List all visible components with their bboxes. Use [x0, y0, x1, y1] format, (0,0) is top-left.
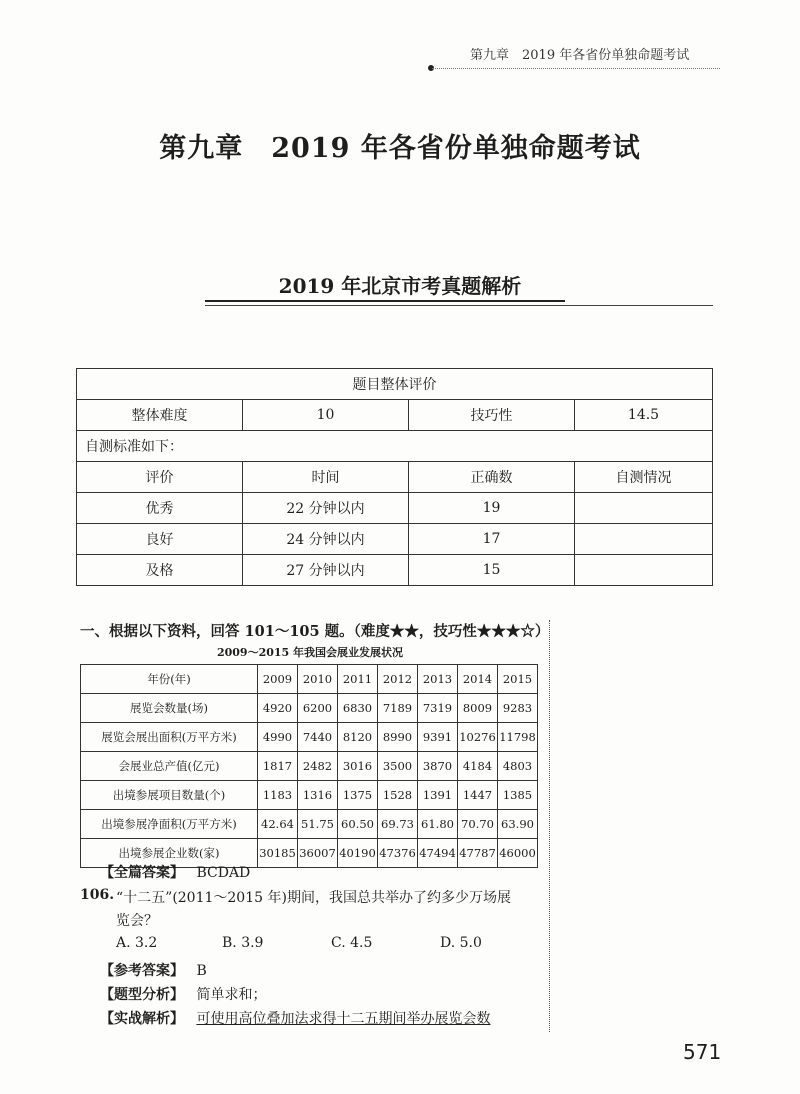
stats-cell: 69.73 [378, 810, 418, 839]
type-analysis-label: 【题型分析】 [100, 987, 184, 1003]
stats-cell: 1316 [298, 781, 338, 810]
stats-cell: 6830 [338, 694, 378, 723]
stats-cell: 1817 [258, 752, 298, 781]
eval-table-title: 题目整体评价 [77, 369, 713, 400]
eval-row [77, 555, 713, 586]
skill-label: 技巧性 [409, 400, 575, 431]
full-answer-value: BCDAD [196, 865, 251, 881]
page-number: 571 [683, 1040, 722, 1064]
option-a: A. 3.2 [116, 935, 158, 951]
stats-row [81, 723, 538, 752]
stats-row [81, 752, 538, 781]
stats-cell: 1183 [258, 781, 298, 810]
margin-dotted-line [549, 620, 550, 1032]
stats-year: 2013 [418, 665, 458, 694]
stats-cell: 1385 [498, 781, 538, 810]
stats-cell: 7189 [378, 694, 418, 723]
ref-answer-line [100, 960, 207, 980]
ref-answer-label: 【参考答案】 [100, 963, 184, 979]
stats-year: 2011 [338, 665, 378, 694]
stats-cell: 1391 [418, 781, 458, 810]
eval-correct: 15 [409, 555, 575, 586]
stats-cell: 6200 [298, 694, 338, 723]
stats-cell: 7440 [298, 723, 338, 752]
stats-year: 2010 [298, 665, 338, 694]
stats-table [80, 664, 538, 868]
full-answer-line [100, 862, 250, 882]
stats-cell: 8990 [378, 723, 418, 752]
stats-cell: 3870 [418, 752, 458, 781]
type-analysis-line [100, 984, 266, 1004]
skill-value: 14.5 [575, 400, 713, 431]
eval-header-cell: 评价 [77, 462, 243, 493]
solution-label: 【实战解析】 [100, 1011, 184, 1027]
stats-cell: 47787 [458, 839, 498, 868]
eval-grade: 及格 [77, 555, 243, 586]
stats-row-label: 出境参展项目数量(个) [81, 781, 258, 810]
section-title: 2019 年北京市考真题解析 [278, 274, 522, 298]
stats-cell: 3500 [378, 752, 418, 781]
question-heading: 一、根据以下资料，回答 101～105 题。（难度★★，技巧性★★★☆） [80, 623, 550, 640]
eval-grade: 良好 [77, 524, 243, 555]
stats-cell: 3016 [338, 752, 378, 781]
eval-time: 27 分钟以内 [243, 555, 409, 586]
full-answer-label: 【全篇答案】 [100, 865, 184, 881]
stats-cell: 1528 [378, 781, 418, 810]
question-106-text-1: “十二五”(2011～2015 年)期间，我国总共举办了约多少万场展 [116, 890, 511, 906]
running-head: 第九章 2019 年各省份单独命题考试 [470, 48, 690, 63]
stats-cell: 36007 [298, 839, 338, 868]
stats-row [81, 781, 538, 810]
stats-cell: 47376 [378, 839, 418, 868]
question-106-number: 106. [80, 887, 115, 903]
stats-row-label: 展览会数量(场) [81, 694, 258, 723]
stats-year: 2012 [378, 665, 418, 694]
stats-cell: 4990 [258, 723, 298, 752]
eval-row [77, 493, 713, 524]
stats-cell: 9391 [418, 723, 458, 752]
eval-row [77, 524, 713, 555]
stats-year: 2015 [498, 665, 538, 694]
stats-cell: 40190 [338, 839, 378, 868]
standard-label: 自测标准如下： [77, 431, 713, 462]
stats-cell: 70.70 [458, 810, 498, 839]
stats-row-label: 出境参展净面积(万平方米) [81, 810, 258, 839]
stats-cell: 11798 [498, 723, 538, 752]
question-106-text-2: 览会？ [116, 913, 158, 929]
stats-cell: 9283 [498, 694, 538, 723]
stats-table-caption: 2009～2015 年我国会展业发展状况 [216, 646, 404, 659]
chapter-title: 第九章 2019 年各省份单独命题考试 [159, 133, 641, 164]
stats-year: 2009 [258, 665, 298, 694]
stats-cell: 46000 [498, 839, 538, 868]
stats-row [81, 810, 538, 839]
stats-cell: 60.50 [338, 810, 378, 839]
stats-row [81, 694, 538, 723]
stats-cell: 7319 [418, 694, 458, 723]
eval-grade: 优秀 [77, 493, 243, 524]
solution-value: 可使用高位叠加法求得十二五期间举办展览会数 [196, 1011, 491, 1027]
difficulty-value: 10 [243, 400, 409, 431]
eval-correct: 19 [409, 493, 575, 524]
stats-cell: 2482 [298, 752, 338, 781]
stats-cell: 4920 [258, 694, 298, 723]
stats-cell: 8120 [338, 723, 378, 752]
stats-cell: 51.75 [298, 810, 338, 839]
stats-row-label: 出境参展企业数(家) [81, 839, 258, 868]
eval-header-cell: 时间 [243, 462, 409, 493]
eval-header-row [77, 462, 713, 493]
eval-self [575, 493, 713, 524]
stats-header-label: 年份(年) [81, 665, 258, 694]
eval-header-cell: 自测情况 [575, 462, 713, 493]
ref-answer-value: B [196, 963, 207, 979]
eval-header-cell: 正确数 [409, 462, 575, 493]
stats-cell: 1447 [458, 781, 498, 810]
section-rule-thin [205, 305, 713, 306]
stats-cell: 61.80 [418, 810, 458, 839]
option-d: D. 5.0 [440, 935, 482, 951]
stats-year: 2014 [458, 665, 498, 694]
stats-header-row [81, 665, 538, 694]
stats-cell: 4803 [498, 752, 538, 781]
difficulty-label: 整体难度 [77, 400, 243, 431]
running-head-rule [432, 68, 720, 69]
solution-line [100, 1008, 490, 1028]
stats-row-label: 展览会展出面积(万平方米) [81, 723, 258, 752]
eval-self [575, 555, 713, 586]
stats-cell: 1375 [338, 781, 378, 810]
stats-cell: 42.64 [258, 810, 298, 839]
eval-correct: 17 [409, 524, 575, 555]
stats-cell: 4184 [458, 752, 498, 781]
type-analysis-value: 简单求和； [196, 987, 267, 1003]
option-b: B. 3.9 [222, 935, 264, 951]
evaluation-table [76, 368, 713, 586]
stats-cell: 30185 [258, 839, 298, 868]
eval-self [575, 524, 713, 555]
stats-cell: 8009 [458, 694, 498, 723]
eval-time: 24 分钟以内 [243, 524, 409, 555]
eval-time: 22 分钟以内 [243, 493, 409, 524]
option-c: C. 4.5 [331, 935, 373, 951]
stats-cell: 10276 [458, 723, 498, 752]
stats-cell: 47494 [418, 839, 458, 868]
stats-row-label: 会展业总产值(亿元) [81, 752, 258, 781]
section-rule-thick [205, 300, 565, 302]
stats-cell: 63.90 [498, 810, 538, 839]
